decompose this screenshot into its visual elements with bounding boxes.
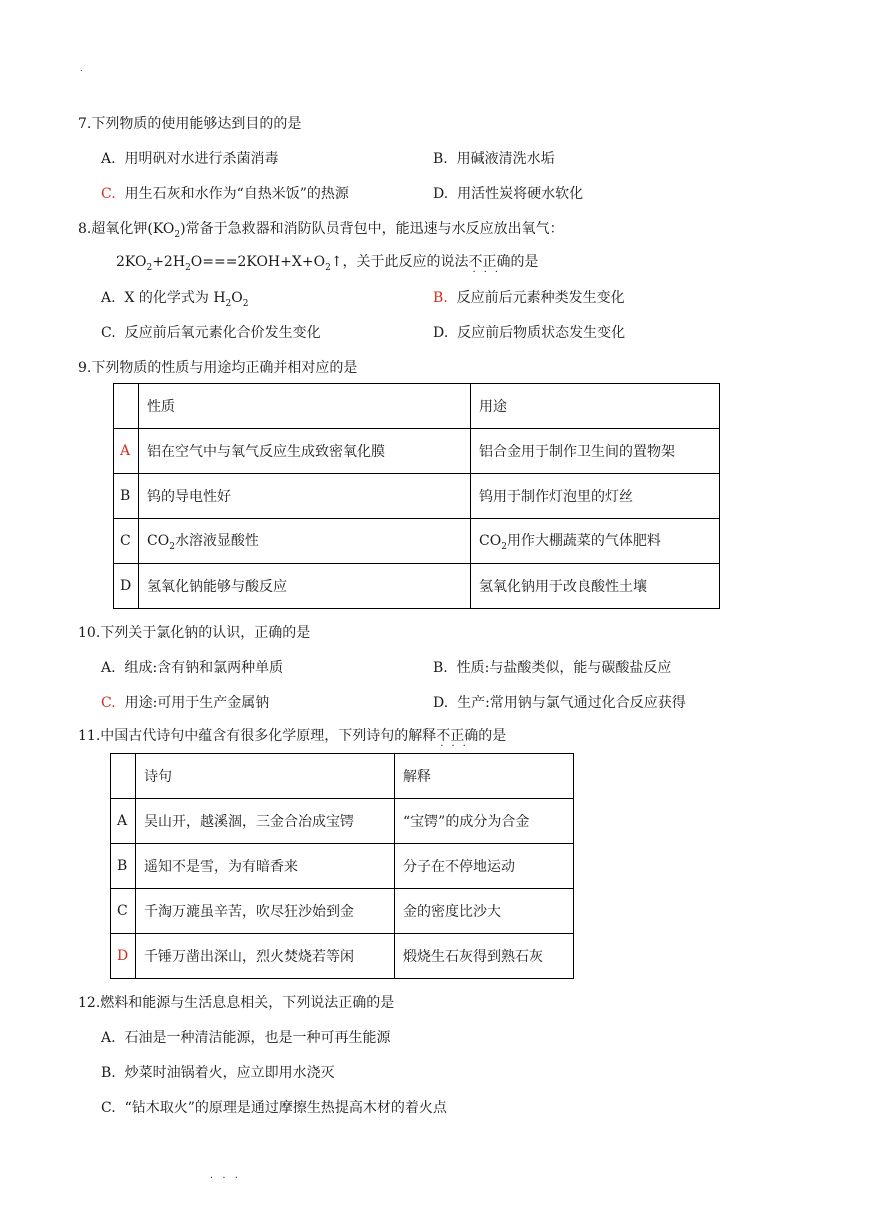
q7-option-b-text: 用碱液清洗水垢 bbox=[456, 151, 555, 167]
table-row bbox=[114, 519, 720, 564]
eq-sub: 2 bbox=[146, 262, 153, 273]
eq-sub: 2 bbox=[185, 262, 191, 273]
table-cell: 煅烧生石灰得到熟石灰 bbox=[395, 934, 574, 979]
q8-stem bbox=[78, 218, 564, 240]
q12-option-c-label: C. bbox=[101, 1100, 116, 1116]
q12-option-a-text: 石油是一种清洁能源，也是一种可再生能源 bbox=[124, 1030, 391, 1046]
q7-option-d-text: 用活性炭将硬水软化 bbox=[457, 186, 584, 202]
table-row bbox=[111, 799, 574, 844]
table-cell: 氢氧化钠能够与酸反应 bbox=[139, 564, 471, 609]
eq-part: 2KO bbox=[116, 254, 147, 270]
q7-option-c bbox=[101, 183, 349, 203]
eq-part: O===2KOH+X+O bbox=[190, 254, 326, 270]
q7-option-b-label: B. bbox=[433, 151, 448, 167]
q8-option-b-text: 反应前后元素种类发生变化 bbox=[456, 290, 625, 306]
emphasis-text: 不正确 bbox=[468, 254, 511, 270]
q7-stem: 7.下列物质的使用能够达到目的的是 bbox=[78, 116, 302, 132]
q10-option-c-text: 用途:可用于生产金属钠 bbox=[124, 695, 270, 711]
emphasis-dots: ··· bbox=[472, 267, 507, 278]
header-cell: 性质 bbox=[139, 384, 471, 429]
q8-option-d bbox=[433, 322, 625, 342]
eq-part: ↑，关于此反应的说法 bbox=[330, 254, 469, 270]
q8-option-a-label: A. bbox=[101, 290, 116, 306]
table-cell: 氢氧化钠用于改良酸性土壤 bbox=[471, 564, 720, 609]
row-label: B bbox=[114, 474, 139, 519]
table-cell: 铝合金用于制作卫生间的置物架 bbox=[471, 429, 720, 474]
footer-mark: . . . bbox=[210, 1170, 241, 1181]
q7-option-a-label: A. bbox=[101, 151, 116, 167]
q10-option-d-label: D. bbox=[433, 695, 449, 711]
q8-option-c-label: C. bbox=[101, 325, 116, 341]
q7-option-a bbox=[101, 148, 278, 168]
q12-option-c bbox=[101, 1097, 447, 1117]
q10-option-c-label-answer: C. bbox=[101, 695, 116, 711]
q8-option-a-text: X 的化学式为 H bbox=[124, 290, 226, 306]
emphasis-text: 不正确 bbox=[436, 728, 479, 744]
cell-part: CO bbox=[147, 533, 170, 550]
q10-option-a bbox=[101, 657, 283, 677]
table-row bbox=[114, 474, 720, 519]
table-cell: 吴山开，越溪涸，三金合冶成宝锷 bbox=[136, 799, 395, 844]
table-row bbox=[111, 844, 574, 889]
header-cell: 诗句 bbox=[136, 754, 395, 799]
row-label: A bbox=[111, 799, 136, 844]
eq-part: 的是 bbox=[510, 254, 539, 270]
q10-option-c bbox=[101, 692, 269, 712]
q10-option-d-text: 生产:常用钠与氯气通过化合反应获得 bbox=[457, 695, 686, 711]
q11-stem bbox=[78, 725, 507, 752]
q8-option-d-text: 反应前后物质状态发生变化 bbox=[457, 325, 626, 341]
q7-option-c-label-answer: C. bbox=[101, 186, 116, 202]
q11-stem-part: 11.中国古代诗句中蕴含有很多化学原理，下列诗句的解释 bbox=[78, 728, 437, 744]
q8-option-a bbox=[101, 287, 249, 309]
table-row bbox=[111, 934, 574, 979]
q12-option-b-label: B. bbox=[101, 1065, 116, 1081]
emphasis-not-correct bbox=[436, 728, 479, 752]
sub: 2 bbox=[501, 541, 507, 552]
emphasis-dots: ··· bbox=[440, 741, 474, 752]
row-label-answer: D bbox=[111, 934, 136, 979]
table-header-row bbox=[114, 384, 720, 429]
table-cell: 金的密度比沙大 bbox=[395, 889, 574, 934]
q10-stem: 10.下列关于氯化钠的认识，正确的是 bbox=[78, 625, 311, 641]
q10-option-a-text: 组成:含有钠和氯两种单质 bbox=[124, 660, 284, 676]
table-cell: 铝在空气中与氧气反应生成致密氧化膜 bbox=[139, 429, 471, 474]
table-cell: 钨的导电性好 bbox=[139, 474, 471, 519]
sub: 2 bbox=[242, 298, 249, 309]
q12-stem: 12.燃料和能源与生活息息相关，下列说法正确的是 bbox=[78, 995, 395, 1011]
table-cell bbox=[139, 519, 471, 564]
q9-stem: 9.下列物质的性质与用途均正确并相对应的是 bbox=[78, 360, 358, 376]
table-row bbox=[114, 429, 720, 474]
row-label: C bbox=[114, 519, 139, 564]
q9-table bbox=[113, 383, 720, 609]
eq-part: +2H bbox=[152, 254, 186, 270]
q8-option-b bbox=[433, 287, 625, 307]
q8-option-c bbox=[101, 322, 321, 342]
table-row bbox=[114, 564, 720, 609]
table-row bbox=[111, 889, 574, 934]
q10-option-a-label: A. bbox=[101, 660, 116, 676]
q7-option-d-label: D. bbox=[433, 186, 449, 202]
q10-option-d bbox=[433, 692, 686, 712]
q12-option-b-text: 炒菜时油锅着火，应立即用水浇灭 bbox=[124, 1065, 335, 1081]
q7-option-b bbox=[433, 148, 555, 168]
header-cell: 解释 bbox=[395, 754, 574, 799]
cell-part: 用作大棚蔬菜的气体肥料 bbox=[506, 533, 661, 550]
table-cell: 千锤万凿出深山，烈火焚烧若等闲 bbox=[136, 934, 395, 979]
q12-option-a-label: A. bbox=[101, 1030, 116, 1046]
q7-option-d bbox=[433, 183, 583, 203]
q12-option-a bbox=[101, 1027, 390, 1047]
q8-option-a-text: O bbox=[231, 290, 243, 306]
q12-option-c-text: “钻木取火”的原理是通过摩擦生热提高木材的着火点 bbox=[124, 1100, 447, 1116]
header-cell bbox=[114, 384, 139, 429]
table-cell: 遥知不是雪，为有暗香来 bbox=[136, 844, 395, 889]
q10-option-b-label: B. bbox=[433, 660, 448, 676]
q7-option-a-text: 用明矾对水进行杀菌消毒 bbox=[124, 151, 279, 167]
eq-sub: 2 bbox=[325, 262, 331, 273]
q8-stem-part: 8.超氧化钾(KO bbox=[78, 221, 175, 237]
q12-option-b bbox=[101, 1062, 335, 1082]
q11-table bbox=[110, 753, 574, 979]
q8-stem-part: )常备于急救器和消防队员背包中，能迅速与水反应放出氧气： bbox=[180, 221, 564, 237]
header-cell: 用途 bbox=[471, 384, 720, 429]
table-cell bbox=[471, 519, 720, 564]
table-cell: 钨用于制作灯泡里的灯丝 bbox=[471, 474, 720, 519]
q10-option-b-text: 性质:与盐酸类似，能与碳酸盐反应 bbox=[456, 660, 672, 676]
row-label-answer: A bbox=[114, 429, 139, 474]
table-cell: 分子在不停地运动 bbox=[395, 844, 574, 889]
sub: 2 bbox=[169, 541, 175, 552]
q11-stem-part: 的是 bbox=[478, 728, 507, 744]
q8-equation bbox=[116, 251, 539, 278]
emphasis-not-correct bbox=[468, 254, 511, 278]
cell-part: CO bbox=[479, 533, 502, 550]
table-cell: “宝锷”的成分为合金 bbox=[395, 799, 574, 844]
table-header-row bbox=[111, 754, 574, 799]
header-cell bbox=[111, 754, 136, 799]
q8-option-c-text: 反应前后氧元素化合价发生变化 bbox=[124, 325, 321, 341]
row-label: B bbox=[111, 844, 136, 889]
sub: 2 bbox=[225, 298, 232, 309]
q10-option-b bbox=[433, 657, 671, 677]
table-cell: 千淘万漉虽辛苦，吹尽狂沙始到金 bbox=[136, 889, 395, 934]
header-mark: . bbox=[80, 64, 83, 73]
cell-part: 水溶液显酸性 bbox=[174, 533, 259, 550]
q8-stem-sub: 2 bbox=[174, 229, 181, 240]
q8-option-d-label: D. bbox=[433, 325, 449, 341]
q7-option-c-text: 用生石灰和水作为“自热米饭”的热源 bbox=[124, 186, 349, 202]
row-label: C bbox=[111, 889, 136, 934]
row-label: D bbox=[114, 564, 139, 609]
q8-option-b-label-answer: B. bbox=[433, 290, 448, 306]
